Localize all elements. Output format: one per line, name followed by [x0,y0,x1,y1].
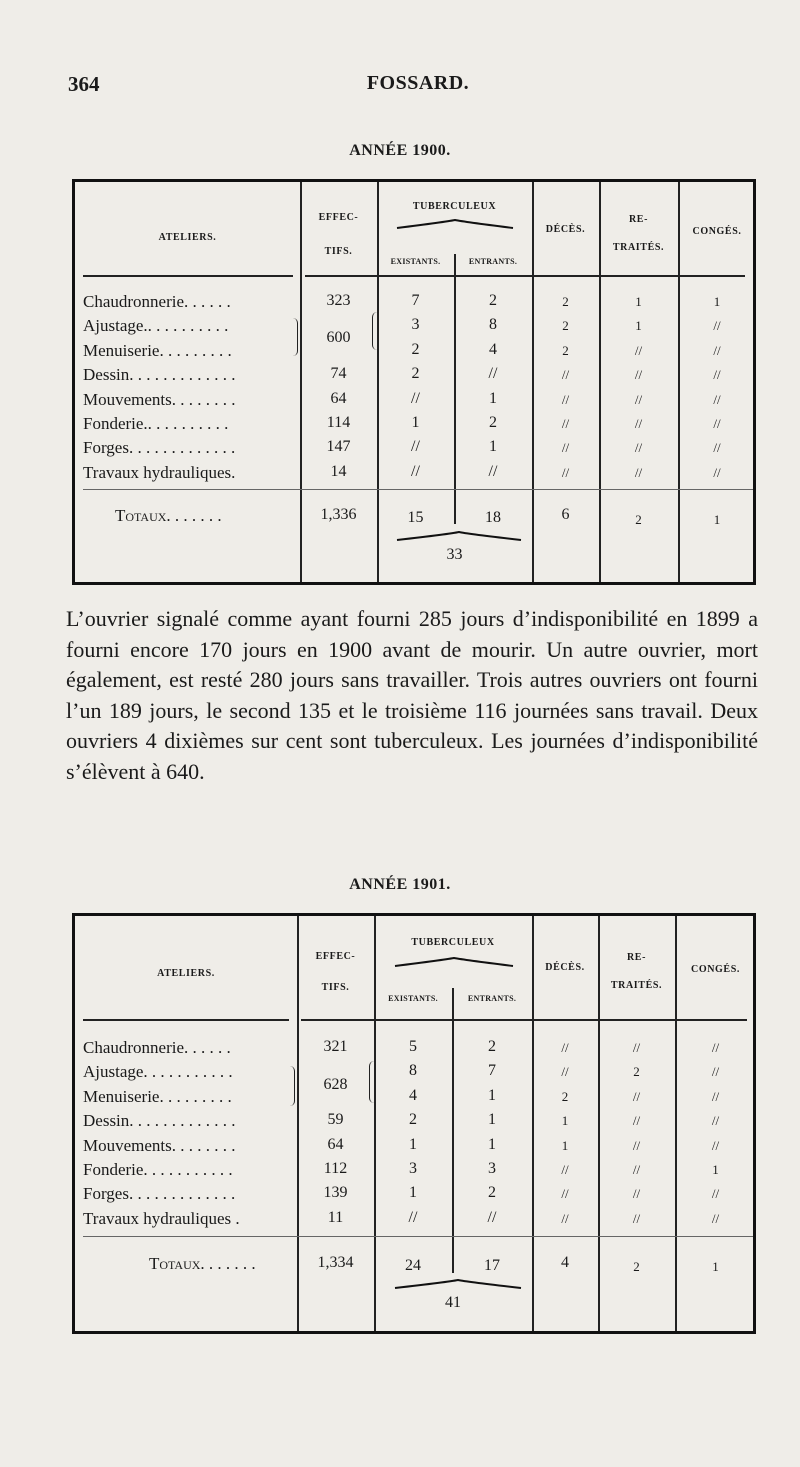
row-retraites: // [634,391,643,407]
row-existants: // [411,438,420,456]
row-retraites: // [632,1113,641,1129]
row-retraites: // [634,342,643,358]
totals-existants: 15 [407,509,424,526]
col-header-retraites: RE- [626,952,647,963]
total-brace-icon [393,1278,523,1292]
row-atelier: Forges. . . . . . . . . . . . . [83,438,236,458]
row-entrants: 1 [488,1086,496,1104]
row-entrants: 1 [488,1111,496,1129]
row-entrants: 2 [488,1184,496,1202]
row-deces: 2 [561,1088,569,1104]
totals-existants: 24 [405,1257,421,1274]
row-atelier: Travaux hydrauliques . [83,1208,240,1228]
col-header-effectifs-2: TIFS. [324,246,353,257]
table-1901-title: ANNÉE 1901. [349,876,451,893]
row-conges: // [713,416,721,431]
row-conges: // [711,1210,720,1226]
row-retraites: // [632,1040,641,1055]
row-entrants: 2 [489,292,497,309]
row-conges: // [711,1040,720,1055]
row-conges: // [711,1064,720,1080]
row-retraites: // [634,367,643,383]
col-header-conges: CONGÉS. [692,226,742,237]
col-header-existants: EXISTANTS. [388,994,438,1003]
row-effectifs: 139 [323,1184,348,1202]
row-deces: // [561,464,570,480]
row-entrants: 4 [489,340,497,358]
row-entrants: 1 [489,389,497,407]
row-entrants: 1 [488,1135,496,1153]
row-atelier: Menuiserie. . . . . . . . . [83,1086,232,1106]
table-1901 [72,913,756,1334]
row-deces: 2 [562,294,569,309]
row-existants: 5 [409,1038,417,1055]
row-conges: // [711,1113,720,1129]
row-retraites: // [632,1162,641,1177]
row-effectifs: 114 [326,414,351,431]
row-atelier: Mouvements. . . . . . . . [83,389,236,409]
row-entrants: 2 [488,1038,496,1055]
row-atelier: Ajustage.. . . . . . . . . . [83,316,229,336]
running-title: FOSSARD. [366,72,470,94]
row-existants: 3 [409,1160,417,1177]
row-effectifs: 147 [326,438,351,456]
row-deces: 1 [561,1113,569,1129]
row-retraites: // [632,1210,641,1226]
row-existants: 8 [409,1062,417,1080]
row-conges: // [713,464,721,480]
row-deces: // [561,367,570,383]
page-header [68,72,768,98]
row-deces: // [561,416,570,431]
row-conges: // [713,318,721,334]
row-atelier: Chaudronnerie. . . . . . [83,292,231,311]
row-effectifs: 14 [330,462,347,480]
merged-effectifs: 600 [326,329,351,346]
totals-effectifs: 1,334 [317,1254,354,1271]
row-existants: 2 [411,340,420,358]
col-header-deces: DÉCÈS. [545,224,586,235]
row-effectifs: 323 [326,292,351,309]
row-atelier: Fonderie.. . . . . . . . . . [83,414,229,433]
row-effectifs: 59 [327,1111,344,1129]
row-entrants: // [487,1208,497,1226]
row-effectifs: 64 [330,389,347,407]
row-entrants: // [488,365,498,383]
row-existants: // [408,1208,418,1226]
row-retraites: 1 [635,318,642,334]
row-deces: 2 [562,342,569,358]
row-deces: 1 [561,1137,569,1153]
merged-effectifs: 628 [323,1076,348,1093]
page-number: 364 [68,72,100,96]
row-deces: // [561,1210,569,1226]
row-atelier: Fonderie. . . . . . . . . . . [83,1160,233,1179]
col-header-tuberculeux: TUBERCULEUX [411,937,495,948]
row-atelier: Forges. . . . . . . . . . . . . [83,1184,236,1204]
col-header-ateliers: ATELIERS. [157,968,215,979]
row-effectifs: 74 [330,365,347,383]
row-existants: 1 [409,1135,417,1153]
tuberculeux-total: 33 [446,546,463,563]
total-brace-icon [395,530,523,544]
col-header-conges: CONGÉS. [691,964,740,975]
tuberculeux-brace-icon [395,218,515,232]
row-retraites: // [632,1137,641,1153]
row-entrants: 7 [488,1062,496,1080]
col-header-retraites-2: TRAITÉS. [610,980,663,991]
tuberculeux-total: 41 [445,1294,461,1311]
row-effectifs: 64 [327,1135,344,1153]
totals-conges: 1 [713,512,721,527]
col-header-entrants: ENTRANTS. [467,994,517,1003]
totals-entrants: 18 [485,509,501,526]
totals-conges: 1 [712,1259,719,1274]
row-atelier: Menuiserie. . . . . . . . . [83,340,232,360]
row-atelier: Dessin. . . . . . . . . . . . . [83,1111,236,1131]
row-atelier: Dessin. . . . . . . . . . . . . [83,365,236,385]
row-entrants: // [488,462,498,480]
row-conges: // [713,440,721,456]
row-existants: 1 [411,414,420,431]
row-effectifs: 11 [327,1208,344,1226]
row-atelier: Mouvements. . . . . . . . [83,1135,236,1155]
totals-entrants: 17 [484,1257,500,1274]
row-entrants: 8 [489,316,497,334]
col-header-retraites-2: TRAITÉS. [612,242,665,253]
row-deces: // [561,1064,569,1080]
table-1900 [72,179,756,585]
row-effectifs: 321 [323,1038,348,1055]
row-existants: // [411,389,420,407]
table-1900-title: ANNÉE 1900. [349,142,451,159]
tuberculeux-brace-icon [393,956,515,970]
row-conges: // [711,1088,720,1104]
row-deces: // [561,391,570,407]
row-conges: // [713,342,721,358]
row-atelier: Ajustage. . . . . . . . . . . [83,1062,233,1082]
totals-label: Totaux. . . . . . . [115,506,222,525]
row-atelier: Travaux hydrauliques. [83,462,236,482]
row-conges: // [713,391,721,407]
row-entrants: 1 [489,438,497,456]
row-retraites: // [632,1186,641,1202]
col-header-deces: DÉCÈS. [545,962,585,973]
row-existants: 7 [411,292,420,309]
row-retraites: // [634,464,643,480]
row-existants: 4 [409,1086,417,1104]
row-retraites: // [632,1088,641,1104]
col-header-tuberculeux: TUBERCULEUX [412,201,497,212]
col-header-effectifs-2: TIFS. [321,982,350,993]
totals-retraites: 2 [633,1259,640,1274]
totals-effectifs: 1,336 [320,506,357,523]
totals-deces: 6 [561,506,570,523]
row-conges: // [711,1186,720,1202]
row-deces: // [561,440,570,456]
row-existants: 1 [409,1184,417,1202]
row-atelier: Chaudronnerie. . . . . . [83,1038,231,1057]
col-header-retraites: RE- [628,214,649,225]
row-retraites: // [634,440,643,456]
row-retraites: 1 [635,294,642,309]
col-header-existants: EXISTANTS. [390,257,441,266]
row-conges: // [711,1137,720,1153]
col-header-entrants: ENTRANTS. [468,257,518,266]
row-existants: 3 [411,316,420,334]
row-retraites: 2 [633,1064,640,1080]
row-deces: 2 [562,318,569,334]
row-conges: 1 [713,294,721,309]
row-existants: 2 [409,1111,417,1129]
row-deces: // [561,1162,569,1177]
row-deces: // [561,1040,569,1055]
row-existants: 2 [411,365,420,383]
row-existants: // [411,462,420,480]
row-entrants: 2 [489,414,497,431]
body-paragraph: L’ouvrier signalé comme ayant fourni 285 jours d’indisponibilité en 1899 a fourni encore 170 jours en 1900 avant de mourir. Un autre ouvrier, mort également, est resté 280 jours sans travailler. Trois autres ouvriers ont fourni l’un 189 jours, le second 135 et le troisième 116 journées sans travail. Deux ouvriers 4 dixièmes sur cent sont tuberculeux. Les journées d’indisponibilité s’élèvent à 640. [66,606,758,784]
row-conges: // [713,367,721,383]
row-deces: // [561,1186,569,1202]
totals-label: Totaux. . . . . . . [149,1254,256,1273]
col-header-ateliers: ATELIERS. [158,232,217,243]
col-header-effectifs: EFFEC- [318,212,359,223]
row-effectifs: 112 [323,1160,348,1177]
col-header-effectifs: EFFEC- [315,951,356,962]
totals-retraites: 2 [635,512,642,527]
row-conges: 1 [712,1162,719,1177]
row-retraites: // [634,416,643,431]
totals-deces: 4 [561,1254,569,1271]
row-entrants: 3 [488,1160,496,1177]
